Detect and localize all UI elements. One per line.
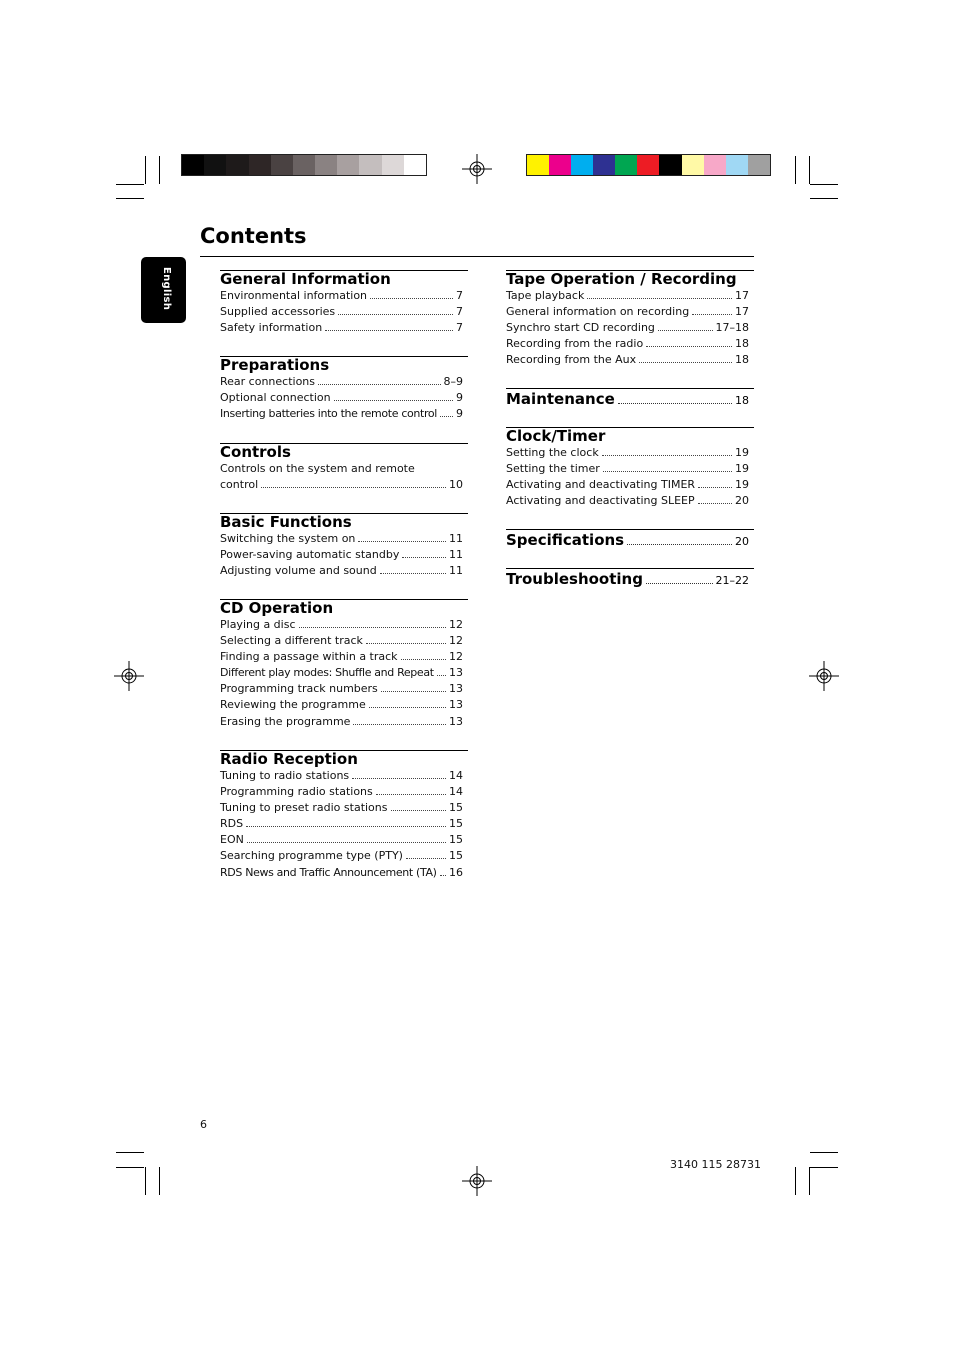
toc-section-troubleshooting[interactable]	[506, 568, 754, 588]
toc-entry[interactable]: Programming track numbers 13	[220, 682, 463, 696]
crop-mark	[810, 184, 838, 185]
color-swatch	[682, 155, 704, 175]
section-heading: Maintenance 18	[506, 390, 749, 408]
toc-entry[interactable]: Tape playback 17	[506, 289, 749, 302]
color-swatch	[659, 155, 681, 175]
registration-target-icon	[809, 661, 839, 691]
toc-entry[interactable]: Finding a passage within a track 12	[220, 650, 463, 664]
crop-mark	[809, 156, 810, 184]
crop-mark	[145, 156, 146, 184]
section-heading: Preparations	[220, 356, 330, 374]
crop-mark	[810, 1167, 838, 1168]
crop-mark	[795, 1167, 796, 1195]
toc-entry[interactable]: Activating and deactivating SLEEP 20	[506, 494, 749, 508]
toc-entry[interactable]: Tuning to preset radio stations 15	[220, 801, 463, 815]
toc-section-preparations	[220, 356, 468, 422]
crop-mark	[116, 1152, 144, 1153]
color-swatch	[527, 155, 549, 175]
crop-mark	[810, 198, 838, 199]
toc-entry[interactable]: Environmental information 7	[220, 289, 463, 302]
color-swatch	[204, 155, 226, 175]
toc-section-cd-operation	[220, 599, 468, 730]
color-swatch	[293, 155, 315, 175]
toc-entry[interactable]: control 10	[220, 478, 463, 492]
color-swatch	[704, 155, 726, 175]
section-heading: Radio Reception	[220, 750, 358, 768]
toc-entry[interactable]: Setting the timer 19	[506, 462, 749, 476]
registration-target-icon	[462, 1166, 492, 1196]
toc-section-specifications[interactable]	[506, 529, 754, 549]
section-heading: Controls	[220, 443, 291, 461]
color-swatch	[315, 155, 337, 175]
toc-entry[interactable]: Power-saving automatic standby 11	[220, 548, 463, 562]
section-divider	[506, 388, 754, 389]
toc-entry[interactable]: Switching the system on 11	[220, 532, 463, 545]
toc-entry[interactable]: Recording from the radio 18	[506, 337, 749, 351]
toc-section-basic-functions	[220, 513, 468, 579]
color-swatch	[249, 155, 271, 175]
crop-mark	[145, 1167, 146, 1195]
toc-entry[interactable]: Selecting a different track 12	[220, 634, 463, 648]
toc-entry[interactable]: Supplied accessories 7	[220, 305, 463, 319]
toc-section-clock-timer	[506, 427, 754, 509]
toc-entry[interactable]: Reviewing the programme 13	[220, 698, 463, 712]
toc-section-maintenance[interactable]	[506, 388, 754, 408]
section-heading: CD Operation	[220, 599, 334, 617]
crop-mark	[116, 198, 144, 199]
toc-entry[interactable]: Activating and deactivating TIMER 19	[506, 478, 749, 492]
toc-section-radio-reception	[220, 750, 468, 881]
language-tab-label: English	[161, 267, 172, 311]
section-heading: Basic Functions	[220, 513, 352, 531]
color-swatch	[271, 155, 293, 175]
color-bar	[526, 154, 771, 176]
registration-target-icon	[462, 154, 492, 184]
toc-entry-line: Controls on the system and remote	[220, 462, 415, 475]
toc-entry[interactable]: Tuning to radio stations 14	[220, 769, 463, 782]
toc-entry[interactable]: Recording from the Aux 18	[506, 353, 749, 367]
toc-entry[interactable]: Programming radio stations 14	[220, 785, 463, 799]
color-swatch	[549, 155, 571, 175]
crop-mark	[809, 1167, 810, 1195]
color-swatch	[226, 155, 248, 175]
color-swatch	[404, 155, 426, 175]
language-tab	[141, 257, 186, 323]
toc-entry[interactable]: Adjusting volume and sound 11	[220, 564, 463, 578]
section-heading: Tape Operation / Recording	[506, 270, 737, 288]
color-swatch	[359, 155, 381, 175]
color-swatch	[615, 155, 637, 175]
section-heading: Troubleshooting 21–22	[506, 570, 749, 588]
toc-entry[interactable]: General information on recording 17	[506, 305, 749, 319]
crop-mark	[116, 1167, 144, 1168]
toc-entry[interactable]: RDS News and Traffic Announcement (TA) 16	[220, 865, 463, 879]
crop-mark	[159, 156, 160, 184]
section-heading: Specifications 20	[506, 531, 749, 549]
color-swatch	[637, 155, 659, 175]
toc-entry[interactable]: Rear connections 8–9	[220, 375, 463, 388]
color-swatch	[182, 155, 204, 175]
toc-entry[interactable]: Erasing the programme 13	[220, 714, 463, 728]
section-divider	[506, 568, 754, 569]
color-swatch	[726, 155, 748, 175]
crop-mark	[159, 1167, 160, 1195]
page-title: Contents	[200, 224, 307, 248]
color-swatch	[593, 155, 615, 175]
toc-entry[interactable]: EON 15	[220, 833, 463, 847]
crop-mark	[116, 184, 144, 185]
crop-mark	[795, 156, 796, 184]
toc-section-controls	[220, 443, 468, 493]
crop-mark	[810, 1152, 838, 1153]
toc-section-general-information	[220, 270, 468, 336]
section-heading: Clock/Timer	[506, 427, 606, 445]
toc-entry[interactable]: RDS 15	[220, 817, 463, 831]
section-divider	[506, 529, 754, 530]
color-swatch	[382, 155, 404, 175]
toc-section-tape-operation	[506, 270, 754, 368]
toc-entry[interactable]: Inserting batteries into the remote control 9	[220, 407, 463, 421]
color-swatch	[571, 155, 593, 175]
color-swatch	[337, 155, 359, 175]
toc-entry[interactable]: Different play modes: Shuffle and Repeat 13	[220, 666, 463, 680]
section-heading: General Information	[220, 270, 391, 288]
toc-entry[interactable]: Safety information 7	[220, 321, 463, 335]
color-swatch	[748, 155, 770, 175]
toc-entry[interactable]: Synchro start CD recording 17–18	[506, 321, 749, 335]
toc-entry[interactable]: Optional connection 9	[220, 391, 463, 405]
toc-entry[interactable]: Setting the clock 19	[506, 446, 749, 459]
page-number: 6	[200, 1118, 207, 1131]
toc-entry[interactable]: Playing a disc 12	[220, 618, 463, 631]
part-number: 3140 115 28731	[670, 1158, 761, 1171]
grayscale-bar	[181, 154, 427, 176]
registration-target-icon	[114, 661, 144, 691]
title-divider	[200, 256, 754, 257]
toc-entry[interactable]: Searching programme type (PTY) 15	[220, 849, 463, 863]
